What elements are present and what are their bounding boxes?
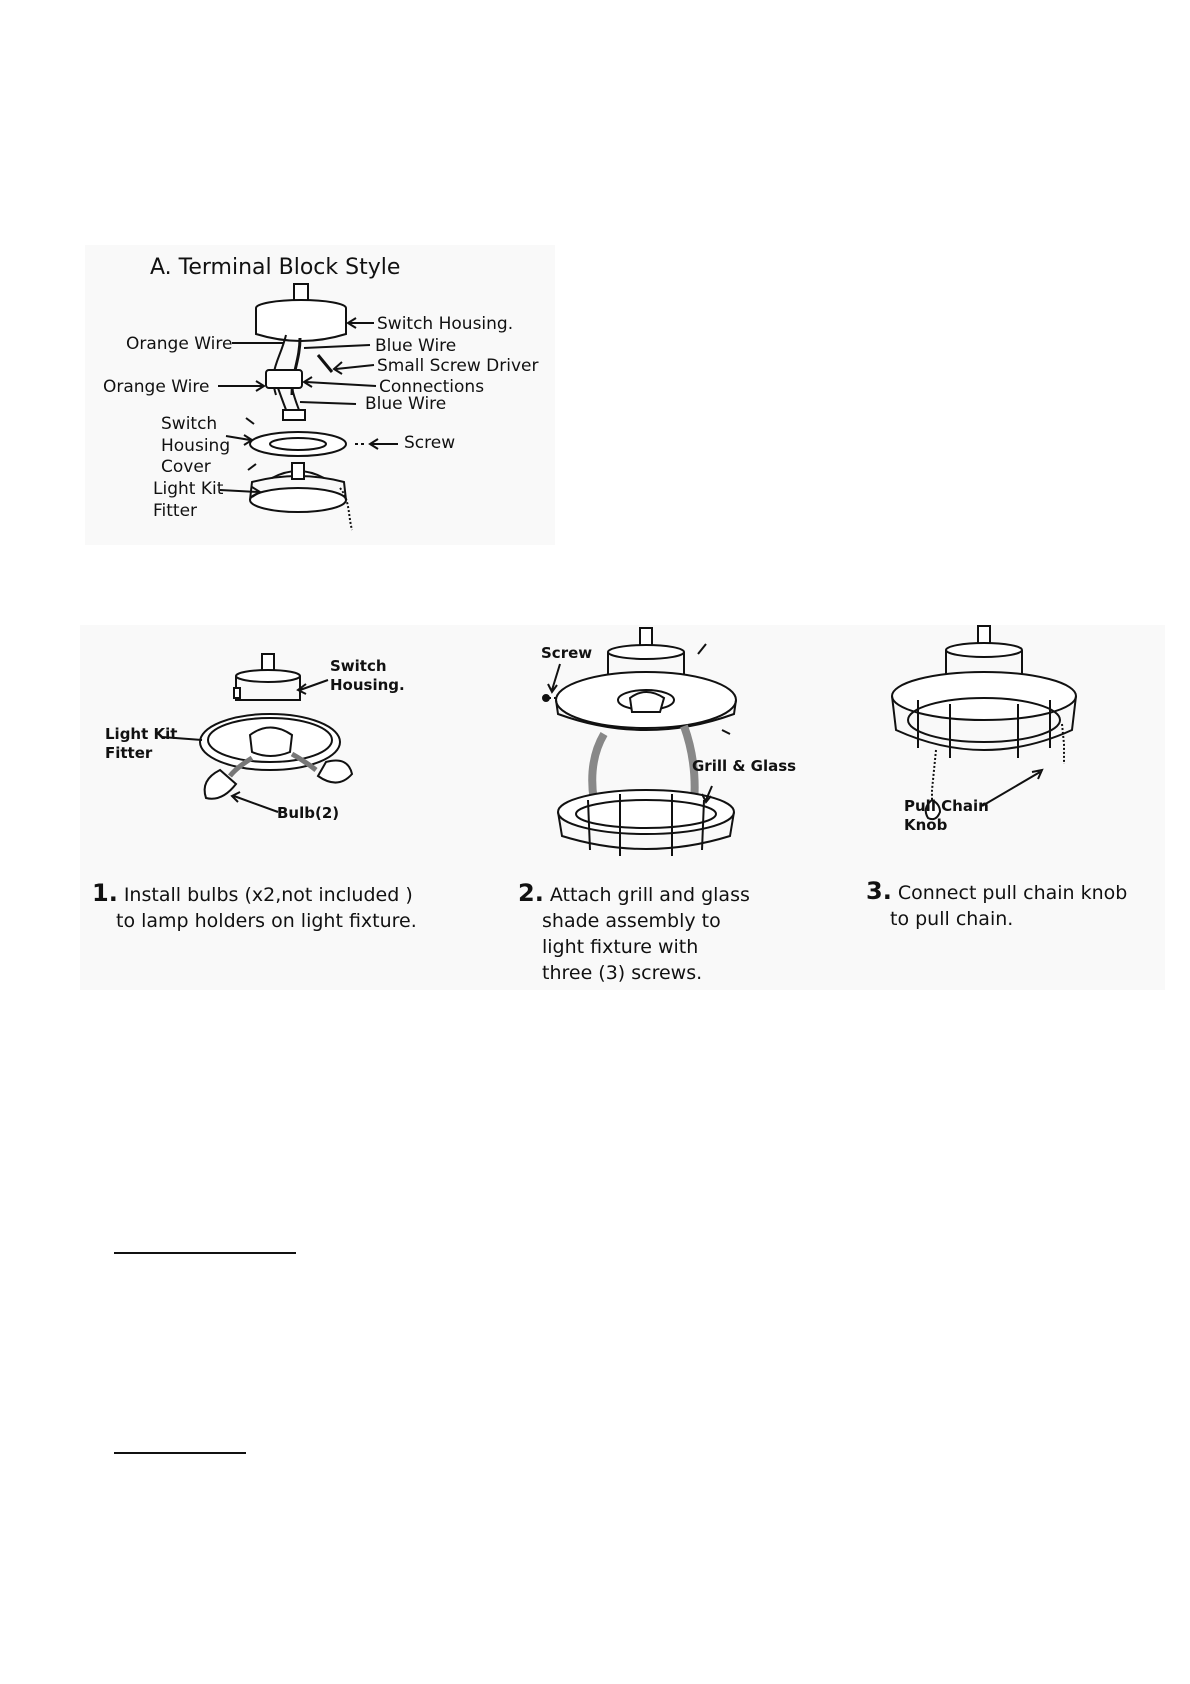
step2-caption-line1: Attach grill and glass xyxy=(549,884,750,906)
step2-caption-line2: shade assembly to xyxy=(542,910,721,932)
step3-caption xyxy=(866,878,1127,932)
a-label-orange-wire-top: Orange Wire xyxy=(126,334,233,354)
section-rule-1 xyxy=(114,1252,296,1254)
step3-caption-line1: Connect pull chain knob xyxy=(897,882,1128,904)
step1-caption-line2: to lamp holders on light fixture. xyxy=(116,910,417,932)
s3-label-pull-chain-knob: Pull Chain Knob xyxy=(904,797,989,834)
s1-label-switch-housing: Switch Housing. xyxy=(330,657,405,694)
s3-housing-top xyxy=(946,643,1022,657)
a-label-blue-wire-top: Blue Wire xyxy=(375,336,457,356)
step3-caption-line2: to pull chain. xyxy=(890,908,1014,930)
a-label-light-kit-fitter: Light Kit Fitter xyxy=(153,479,224,521)
a-label-screw: Screw xyxy=(404,433,456,453)
s2-label-grill-glass: Grill & Glass xyxy=(692,757,797,775)
a-label-switch-housing-cover: Switch Housing Cover xyxy=(161,414,231,477)
step1-number: 1. xyxy=(92,879,118,907)
a-label-orange-wire-mid: Orange Wire xyxy=(103,377,210,397)
a-label-blue-wire-mid: Blue Wire xyxy=(365,394,447,414)
step1-caption-line1: Install bulbs (x2,not included ) xyxy=(123,884,413,906)
s1-label-light-kit-fitter: Light Kit Fitter xyxy=(105,725,178,762)
s3-fixture-rim xyxy=(892,672,1076,720)
diagram-a-title: A. Terminal Block Style xyxy=(150,255,401,280)
s3-chain-left xyxy=(932,750,936,800)
step2-caption-line4: three (3) screws. xyxy=(542,962,703,984)
step2-number: 2. xyxy=(518,879,544,907)
s1-label-bulb: Bulb(2) xyxy=(277,804,340,822)
s2-label-screw: Screw xyxy=(541,644,593,662)
section-rule-2 xyxy=(114,1452,246,1454)
step3-number: 3. xyxy=(866,877,892,905)
step2-caption-line3: light fixture with xyxy=(542,936,699,958)
s3-chain-right xyxy=(1062,724,1064,764)
a-label-connections: Connections xyxy=(379,377,485,397)
s3-arrow-knob xyxy=(982,770,1042,806)
a-label-switch-housing: Switch Housing. xyxy=(377,314,514,334)
a-label-small-screw-driver: Small Screw Driver xyxy=(377,356,539,376)
